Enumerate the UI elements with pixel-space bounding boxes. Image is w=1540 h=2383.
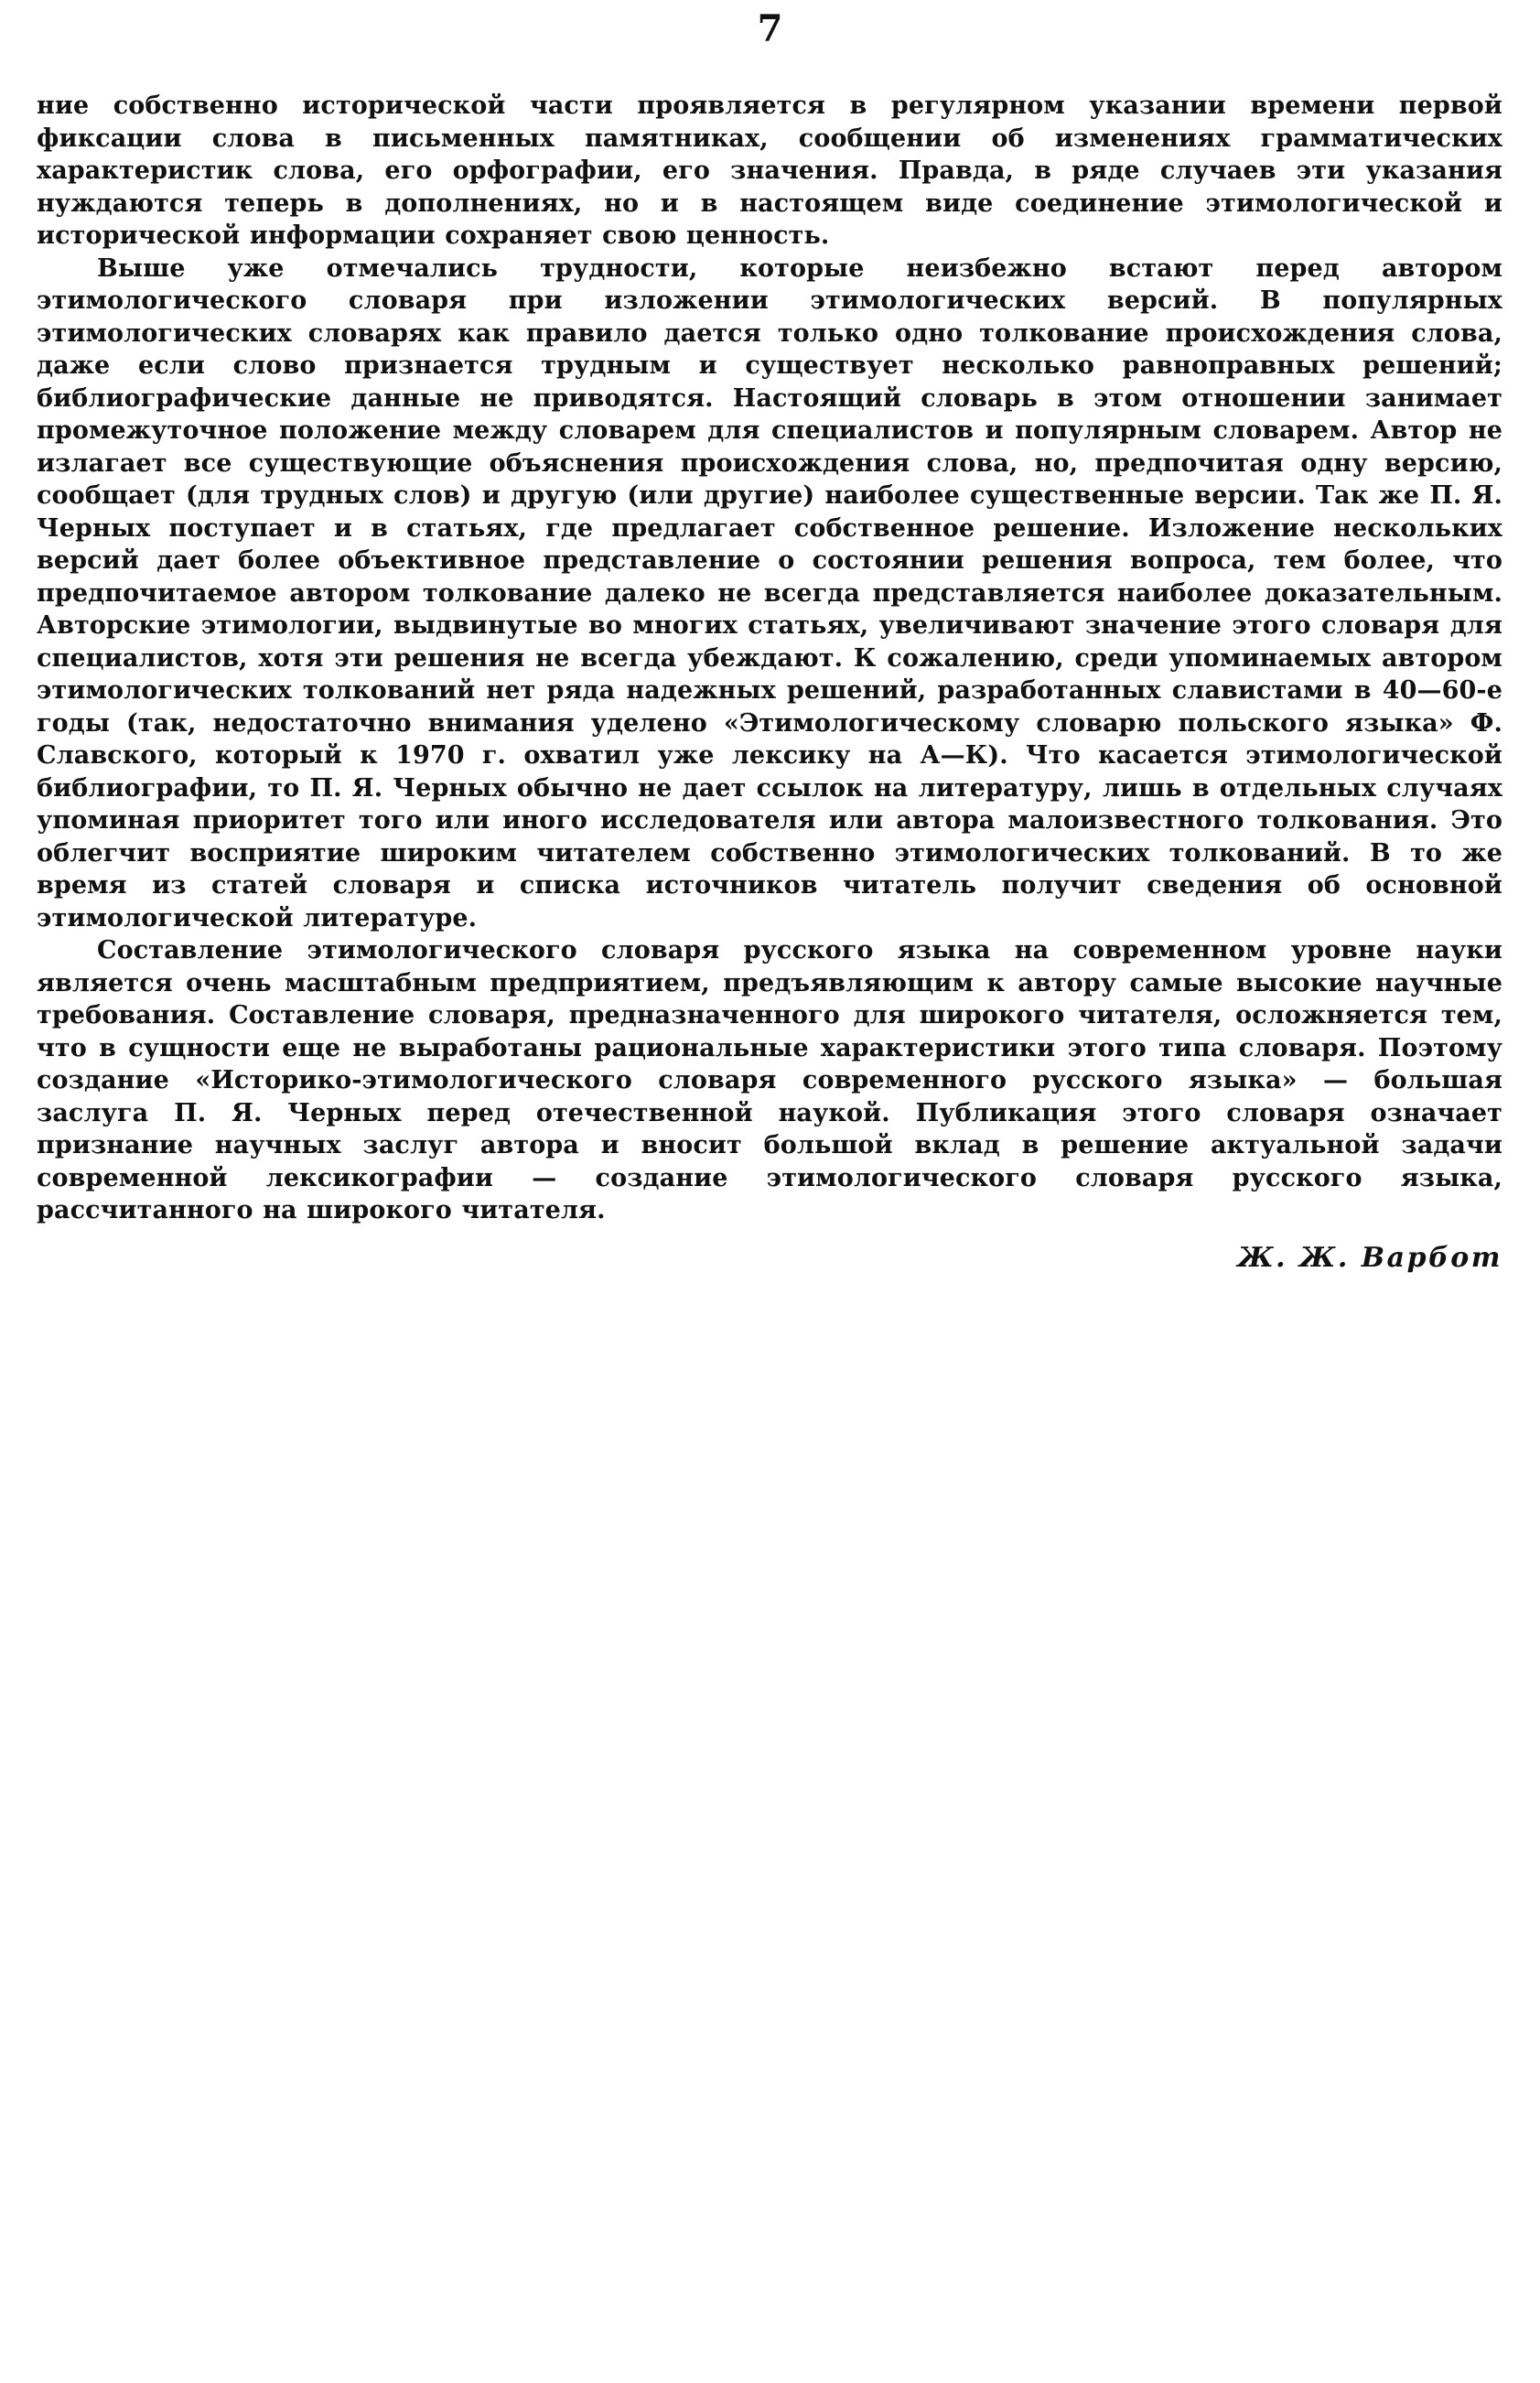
paragraph-etymological-versions: Выше уже отмечались трудности, которые неизбежно встают перед автором этимологического словаря при изложении этимологических версий. В популярных этимологических словарях как правило дается только одно толкование происхождения слова, даже если слово признается трудным и существует несколько равноправных решений; библиографические данные не приводятся. Настоящий словарь в этом отношении занимает промежуточное положение между словарем для специалистов и популярным словарем. Автор не излагает все существующие объяснения происхождения слова, но, предпочитая одну версию, сообщает (для трудных слов) и другую (или другие) наиболее существенные версии. Так же П. Я. Черных поступает и в статьях, где предлагает собственное решение. Изложение нескольких версий дает более объективное представление о состоянии решения вопроса, тем более, что предпочитаемое автором толкование далеко не всегда представляется наиболее доказательным. Авторские этимологии, выдвинутые во многих статьях, увеличивают значение этого словаря для специалистов, хотя эти решения не всегда убеждают. К сожалению, среди упоминаемых автором этимологических толкований нет ряда надежных решений, разработанных славистами в 40—60-е годы (так, недостаточно внимания уделено «Этимологическому словарю польского языка» Ф. Славского, который к 1970 г. охватил уже лексику на А—К). Что касается этимологической библиографии, то П. Я. Черных обычно не дает ссылок на литературу, лишь в отдельных случаях упоминая приоритет того или иного исследователя или автора малоизвестного толкования. Это облегчит восприятие широким читателем собственно этимологических толкований. В то же время из статей словаря и списка источников читатель получит сведения об основной этимологической литературе. xyxy=(37,253,1502,933)
page-number: 7 xyxy=(757,7,783,50)
paragraph-continuation: ние собственно исторической части проявляется в регулярном указании времени первой фиксации слова в письменных памятниках, сообщении об изменениях грамматических характеристик слова, его орфографии, его значения. Правда, в ряде случаев эти указания нуждаются теперь в дополнениях, но и в настоящем виде соединение этимологической и исторической информации сохраняет свою ценность. xyxy=(37,92,1502,250)
body-text xyxy=(37,90,1502,1277)
paragraph-conclusion: Составление этимологического словаря русского языка на современном уровне науки является очень масштабным предприятием, предъявляющим к автору самые высокие научные требования. Составление словаря, предназначенного для широкого читателя, осложняется тем, что в сущности еще не выработаны рациональные характеристики этого типа словаря. Поэтому создание «Историко-этимологического словаря современного русского языка» — большая заслуга П. Я. Черных перед отечественной наукой. Публикация этого словаря означает признание научных заслуг автора и вносит большой вклад в решение актуальной задачи современной лексикографии — создание этимологического словаря русского языка, рассчитанного на широкого читателя. xyxy=(37,936,1502,1224)
author-signature: Ж. Ж. Варбот xyxy=(1237,1241,1502,1274)
